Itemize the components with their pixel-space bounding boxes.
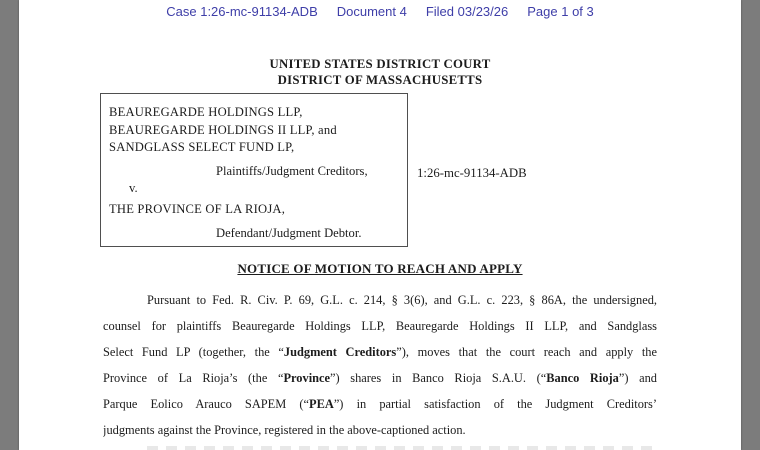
- court-title-line2: DISTRICT OF MASSACHUSETTS: [277, 72, 483, 87]
- plaintiff-name-line: BEAUREGARDE HOLDINGS II LLP, and: [109, 122, 337, 137]
- paragraph-line: Province of La Rioja’s (the “Province”) shares in Banco Rioja S.A.U. (“Banco Rioja”) and: [103, 371, 657, 385]
- pacer-page-number: Page 1 of 3: [527, 4, 594, 19]
- paragraph-line: judgments against the Province, registered in the above-captioned action.: [103, 423, 466, 437]
- pacer-document-number: Document 4: [336, 4, 407, 19]
- paragraph-line: counsel for plaintiffs Beauregarde Holdings LLP, Beauregarde Holdings II LLP, and Sandglass: [103, 319, 657, 333]
- case-number: 1:26-mc-91134-ADB: [417, 166, 527, 180]
- document-page: [19, 0, 741, 450]
- pacer-case-number: Case 1:26-mc-91134-ADB: [166, 4, 318, 19]
- defendant-role: Defendant/Judgment Debtor.: [216, 226, 362, 240]
- pacer-header: [19, 4, 741, 19]
- plaintiffs-role: Plaintiffs/Judgment Creditors,: [216, 163, 368, 178]
- court-title-line1: UNITED STATES DISTRICT COURT: [269, 57, 491, 71]
- paragraph-line: Select Fund LP (together, the “Judgment Creditors”), moves that the court reach and apply the: [103, 345, 657, 359]
- clipped-next-line: [147, 446, 657, 450]
- plaintiff-names: [109, 104, 399, 157]
- motion-paragraph: [103, 287, 657, 443]
- court-title: [19, 57, 741, 88]
- versus: v.: [129, 181, 138, 195]
- pacer-filed-date: Filed 03/23/26: [425, 4, 509, 19]
- caption-box: [100, 93, 408, 247]
- paragraph-line: Pursuant to Fed. R. Civ. P. 69, G.L. c. 214, § 3(6), and G.L. c. 223, § 86A, the undersigned,: [147, 293, 657, 307]
- motion-heading: NOTICE OF MOTION TO REACH AND APPLY: [237, 261, 523, 276]
- plaintiff-name-line: BEAUREGARDE HOLDINGS LLP,: [109, 105, 303, 119]
- defendant-name: THE PROVINCE OF LA RIOJA,: [109, 201, 286, 216]
- paragraph-line: Parque Eolico Arauco SAPEM (“PEA”) in partial satisfaction of the Judgment Creditors’: [103, 397, 657, 411]
- plaintiff-name-line: SANDGLASS SELECT FUND LP,: [109, 140, 295, 154]
